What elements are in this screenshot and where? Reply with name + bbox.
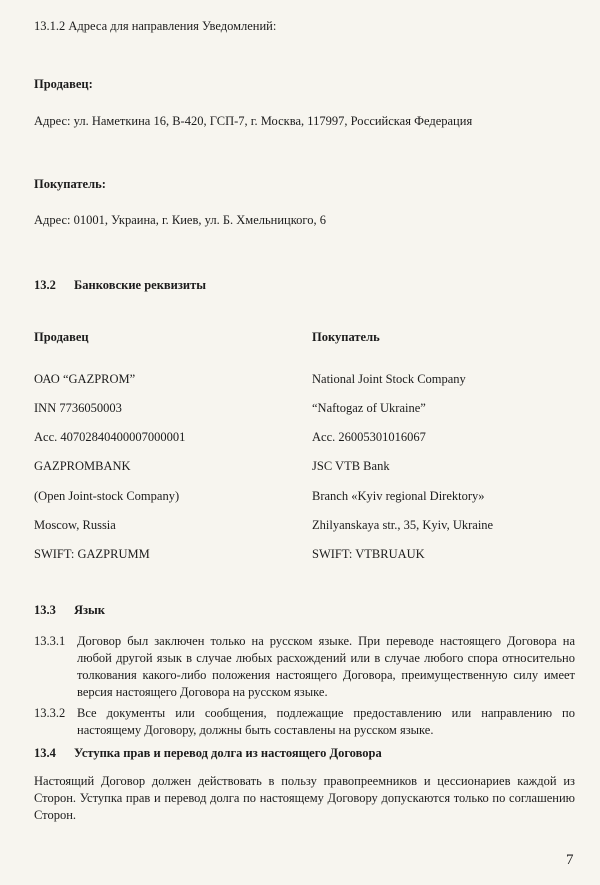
page-number: 7 — [566, 852, 574, 868]
bank-seller-line: (Open Joint-stock Company) — [34, 489, 180, 503]
bank-seller-line: INN 7736050003 — [34, 401, 122, 415]
bank-buyer-line: Zhilyanskaya str., 35, Kyiv, Ukraine — [312, 518, 494, 532]
bank-buyer-line: JSC VTB Bank — [312, 459, 390, 473]
buyer-address-heading: Покупатель: — [34, 177, 106, 191]
section-13-2-title: Банковские реквизиты — [74, 278, 207, 292]
bank-seller-line: SWIFT: GAZPRUMM — [34, 547, 150, 561]
section-13-1-2-title: 13.1.2 Адреса для направления Уведомлений: — [34, 19, 277, 33]
clause-13-3-2-text: Все документы или сообщения, подлежащие предоставлению или направлению по настоящему Договору, должны быть составлены на русском языке. — [77, 706, 575, 737]
bank-seller-heading: Продавец — [34, 330, 89, 344]
section-13-3-title: Язык — [74, 603, 106, 617]
bank-buyer-line: SWIFT: VTBRUAUK — [312, 547, 425, 561]
bank-seller-line: Acc. 40702840400007000001 — [34, 430, 186, 444]
clause-13-3-2-number: 13.3.2 — [34, 706, 66, 720]
bank-buyer-heading: Покупатель — [312, 330, 380, 344]
bank-seller-line: Moscow, Russia — [34, 518, 116, 532]
seller-address: Адрес: ул. Наметкина 16, В-420, ГСП-7, г. Москва, 117997, Российская Федерация — [34, 114, 473, 128]
section-13-4-text: Настоящий Договор должен действовать в пользу правопреемников и цессионариев каждой из Сторон. Уступка прав и перевод долга по настоящему Договору допускаются только по соглашению Сторон. — [34, 774, 575, 822]
clause-13-3-1-text: Договор был заключен только на русском языке. При переводе настоящего Договора на любой другой язык в случае любых расхождений или в случае любого спора относительно толкования какого-либо положения настоящего Договора, преимущественную силу имеет версия настоящего Договора на русском языке. — [77, 634, 575, 699]
section-13-4-title: Уступка прав и перевод долга из настоящего Договора — [74, 746, 382, 760]
seller-address-heading: Продавец: — [34, 77, 93, 91]
bank-buyer-line: Acc. 26005301016067 — [312, 430, 426, 444]
bank-buyer-line: “Naftogaz of Ukraine” — [312, 401, 426, 415]
buyer-address: Адрес: 01001, Украина, г. Киев, ул. Б. Хмельницкого, 6 — [34, 213, 326, 227]
bank-buyer-line: Branch «Kyiv regional Direktory» — [312, 489, 485, 503]
section-13-2-number: 13.2 — [34, 278, 56, 292]
section-13-4-number: 13.4 — [34, 746, 56, 760]
bank-seller-line: GAZPROMBANK — [34, 459, 131, 473]
section-13-3-number: 13.3 — [34, 603, 56, 617]
bank-buyer-line: National Joint Stock Company — [312, 372, 466, 386]
bank-seller-line: ОАО “GAZPROM” — [34, 372, 136, 386]
clause-13-3-1-number: 13.3.1 — [34, 634, 66, 648]
